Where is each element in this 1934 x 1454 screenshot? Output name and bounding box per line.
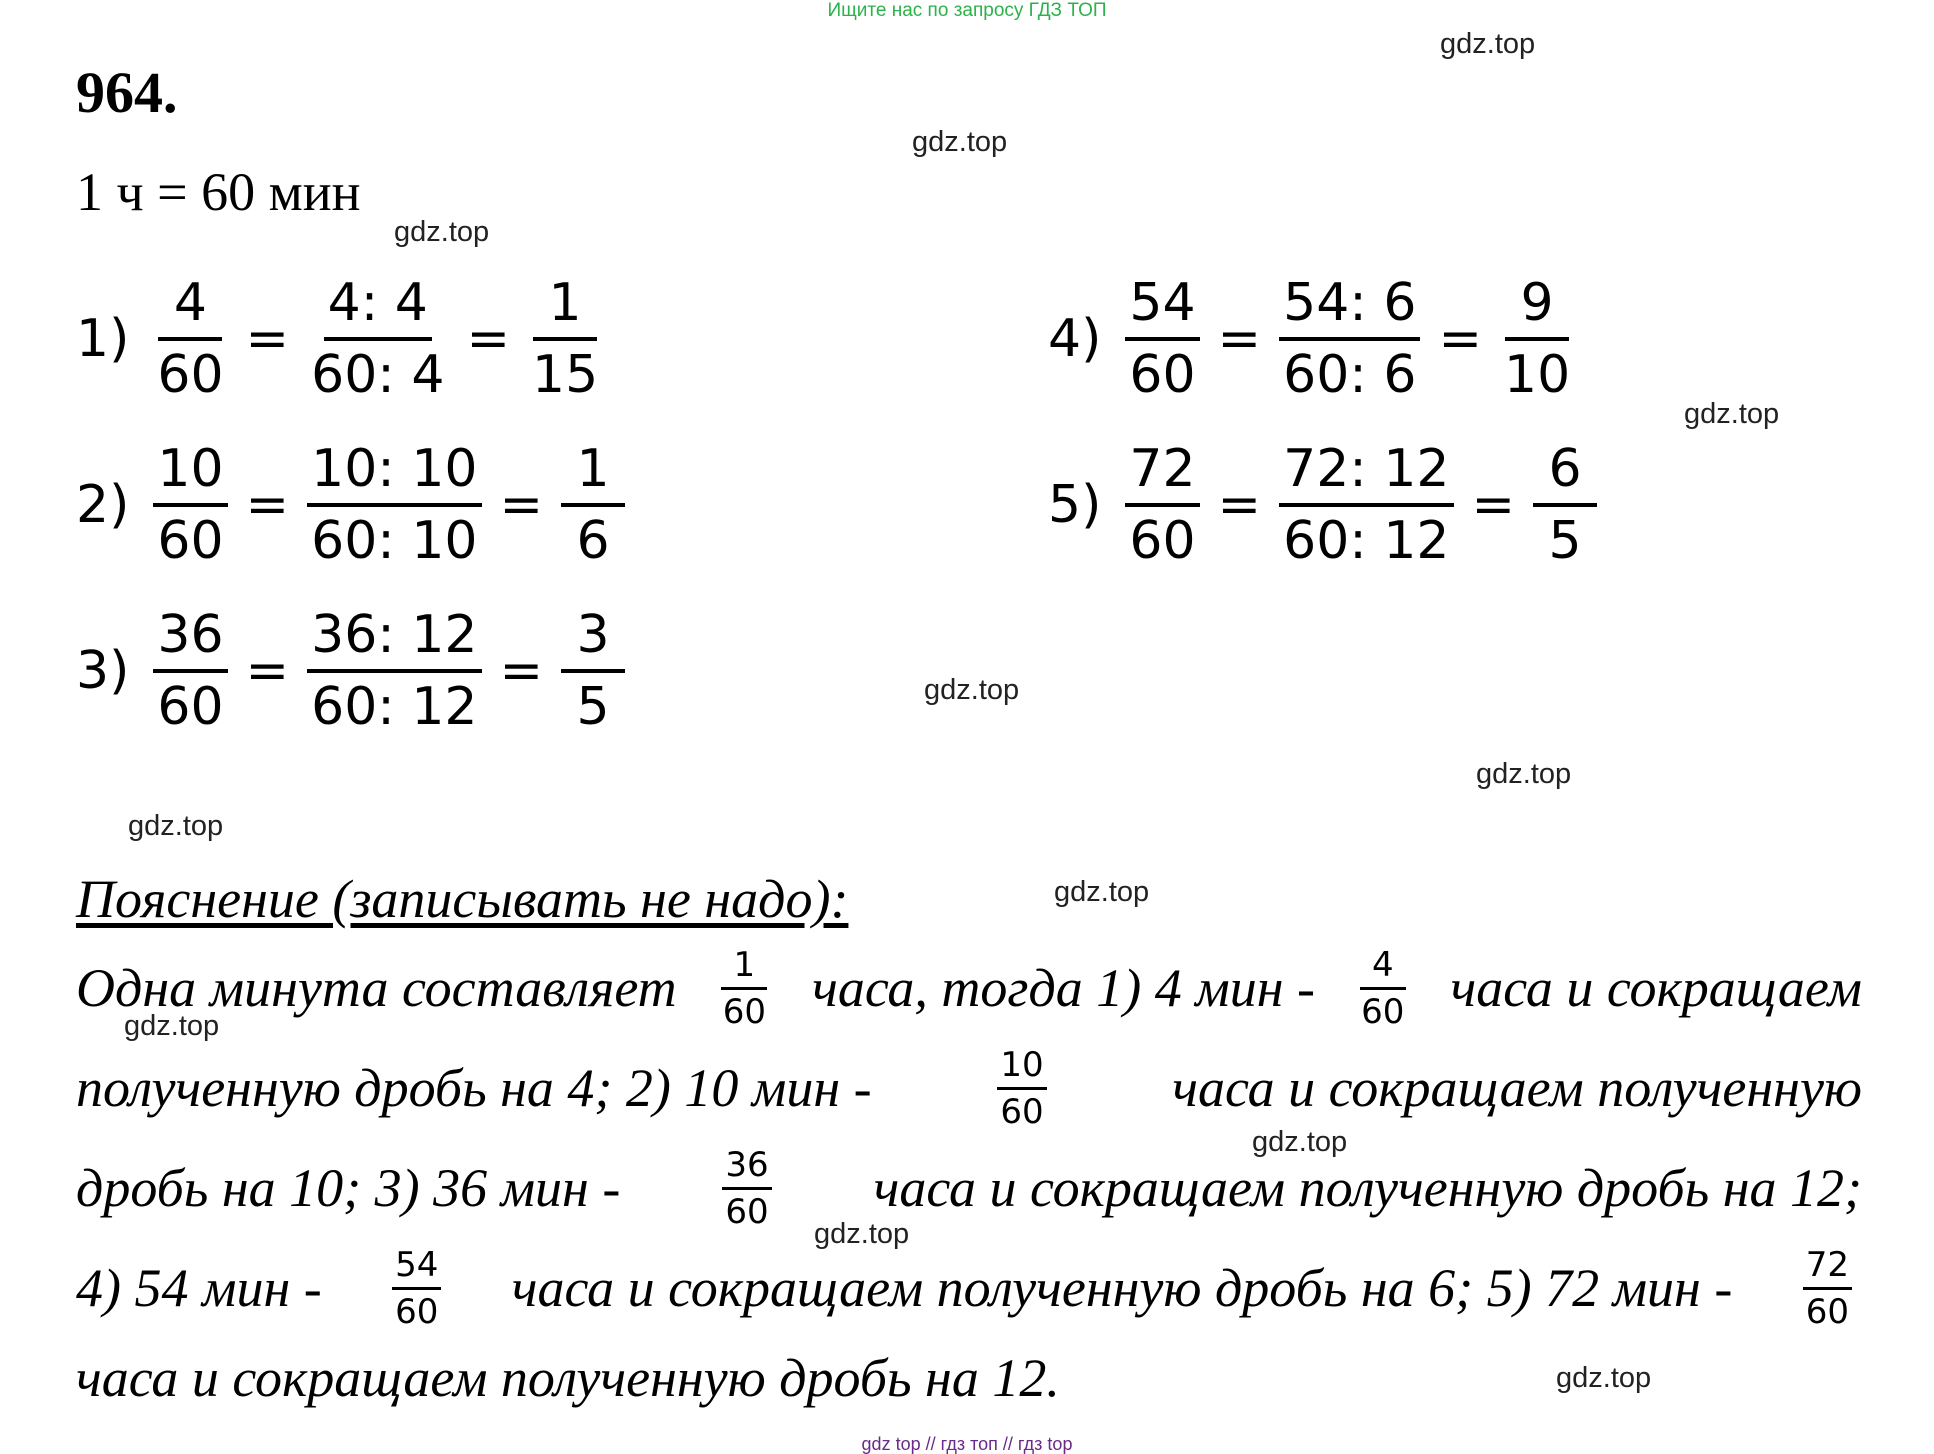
fraction bbox=[307, 439, 481, 571]
numerator: 9 bbox=[1505, 273, 1569, 341]
watermark: gdz.top bbox=[814, 1218, 910, 1250]
solution-label: 4) bbox=[1048, 309, 1102, 369]
watermark: gdz.top bbox=[1440, 28, 1536, 60]
numerator: 72: 12 bbox=[1279, 439, 1453, 507]
denominator: 60 bbox=[157, 345, 224, 405]
denominator: 60 bbox=[725, 1191, 769, 1232]
watermark: gdz.top bbox=[394, 216, 490, 248]
explanation-fragment: часа и сокращаем полученную дробь на 6; 5) 72 мин - bbox=[511, 1258, 1733, 1318]
denominator: 6 bbox=[576, 511, 610, 571]
numerator: 1 bbox=[561, 439, 625, 507]
numerator: 1 bbox=[533, 273, 597, 341]
explanation-line bbox=[76, 1338, 1862, 1418]
solution-row-2 bbox=[76, 420, 625, 590]
explanation-line bbox=[76, 1038, 1862, 1138]
equals-sign: = bbox=[1217, 309, 1262, 369]
explanation-fragment: полученную дробь на 4; 2) 10 мин - bbox=[76, 1058, 872, 1118]
numerator: 10 bbox=[997, 1045, 1046, 1090]
explanation-fragment: 4) 54 мин - bbox=[76, 1258, 322, 1318]
unit-conversion: 1 ч = 60 мин bbox=[76, 162, 361, 222]
explanation-fragment: часа и сокращаем полученную bbox=[1172, 1058, 1862, 1118]
numerator: 10: 10 bbox=[307, 439, 481, 507]
explanation-line bbox=[76, 1238, 1862, 1338]
fraction bbox=[1125, 273, 1199, 405]
numerator: 4 bbox=[1360, 945, 1406, 990]
denominator: 60 bbox=[1129, 511, 1196, 571]
numerator: 54 bbox=[1125, 273, 1199, 341]
fraction bbox=[528, 273, 602, 405]
watermark: gdz.top bbox=[1054, 876, 1150, 908]
watermark: gdz.top bbox=[924, 674, 1020, 706]
explanation-text bbox=[76, 938, 1862, 1418]
denominator: 10 bbox=[1504, 345, 1571, 405]
denominator: 60: 4 bbox=[311, 345, 445, 405]
problem-number: 964. bbox=[76, 60, 178, 125]
solution-label: 2) bbox=[76, 475, 130, 535]
explanation-fragment: часа и сокращаем bbox=[1450, 958, 1862, 1018]
explanation-line bbox=[76, 938, 1862, 1038]
fraction bbox=[561, 605, 625, 737]
explanation-fragment: часа и сокращаем полученную дробь на 12. bbox=[76, 1348, 1060, 1408]
numerator: 3 bbox=[561, 605, 625, 673]
equals-sign: = bbox=[466, 309, 511, 369]
equals-sign: = bbox=[245, 475, 290, 535]
denominator: 5 bbox=[1548, 511, 1582, 571]
watermark: gdz.top bbox=[1684, 398, 1780, 430]
watermark: gdz.top bbox=[124, 1010, 220, 1042]
fraction bbox=[307, 605, 481, 737]
numerator: 72 bbox=[1125, 439, 1199, 507]
fraction bbox=[153, 439, 227, 571]
numerator: 36 bbox=[153, 605, 227, 673]
denominator: 5 bbox=[576, 677, 610, 737]
inline-fraction bbox=[722, 1145, 771, 1232]
fraction bbox=[307, 273, 448, 405]
fraction bbox=[1125, 439, 1199, 571]
inline-fraction bbox=[1803, 1245, 1852, 1332]
solution-row-3 bbox=[76, 586, 625, 756]
solution-label: 1) bbox=[76, 309, 130, 369]
watermark: gdz.top bbox=[1252, 1126, 1348, 1158]
denominator: 60 bbox=[1000, 1091, 1044, 1132]
numerator: 54 bbox=[392, 1245, 441, 1290]
explanation-fragment: часа и сокращаем полученную дробь на 12; bbox=[873, 1158, 1862, 1218]
numerator: 36: 12 bbox=[307, 605, 481, 673]
equals-sign: = bbox=[245, 309, 290, 369]
watermark: gdz.top bbox=[912, 126, 1008, 158]
solution-row-5 bbox=[1048, 420, 1597, 590]
solution-label: 3) bbox=[76, 641, 130, 701]
watermark: gdz.top bbox=[128, 810, 224, 842]
explanation-fragment: Одна минута составляет bbox=[76, 958, 677, 1018]
numerator: 1 bbox=[721, 945, 767, 990]
denominator: 15 bbox=[532, 345, 599, 405]
numerator: 6 bbox=[1533, 439, 1597, 507]
equals-sign: = bbox=[245, 641, 290, 701]
inline-fraction bbox=[997, 1045, 1046, 1132]
fraction bbox=[153, 273, 227, 405]
solution-row-4 bbox=[1048, 254, 1574, 424]
numerator: 4 bbox=[158, 273, 222, 341]
denominator: 60: 12 bbox=[311, 677, 478, 737]
numerator: 10 bbox=[153, 439, 227, 507]
solution-row-1 bbox=[76, 254, 602, 424]
fraction bbox=[1279, 273, 1420, 405]
equals-sign: = bbox=[1438, 309, 1483, 369]
denominator: 60: 10 bbox=[311, 511, 478, 571]
denominator: 60: 12 bbox=[1283, 511, 1450, 571]
explanation-line bbox=[76, 1138, 1862, 1238]
inline-fraction bbox=[720, 945, 769, 1032]
denominator: 60 bbox=[1361, 991, 1405, 1032]
watermark: gdz.top bbox=[1556, 1362, 1652, 1394]
equals-sign: = bbox=[499, 641, 544, 701]
explanation-title: Пояснение (записывать не надо): bbox=[76, 869, 849, 929]
fraction bbox=[1279, 439, 1453, 571]
denominator: 60 bbox=[1129, 345, 1196, 405]
numerator: 4: 4 bbox=[324, 273, 432, 341]
numerator: 72 bbox=[1803, 1245, 1852, 1290]
denominator: 60 bbox=[1805, 1291, 1849, 1332]
denominator: 60 bbox=[157, 677, 224, 737]
equals-sign: = bbox=[499, 475, 544, 535]
denominator: 60: 6 bbox=[1283, 345, 1417, 405]
bottom-banner: gdz top // гдз топ // гдз top bbox=[861, 1434, 1073, 1454]
numerator: 54: 6 bbox=[1279, 273, 1420, 341]
equals-sign: = bbox=[1217, 475, 1262, 535]
numerator: 36 bbox=[722, 1145, 771, 1190]
fraction bbox=[561, 439, 625, 571]
fraction bbox=[1500, 273, 1574, 405]
inline-fraction bbox=[392, 1245, 441, 1332]
fraction bbox=[1533, 439, 1597, 571]
denominator: 60 bbox=[157, 511, 224, 571]
solution-label: 5) bbox=[1048, 475, 1102, 535]
top-banner: Ищите нас по запросу ГДЗ ТОП bbox=[827, 0, 1107, 21]
explanation-fragment: часа, тогда 1) 4 мин - bbox=[812, 958, 1316, 1018]
fraction bbox=[153, 605, 227, 737]
denominator: 60 bbox=[722, 991, 766, 1032]
explanation-fragment: дробь на 10; 3) 36 мин - bbox=[76, 1158, 621, 1218]
denominator: 60 bbox=[395, 1291, 439, 1332]
equals-sign: = bbox=[1471, 475, 1516, 535]
watermark: gdz.top bbox=[1476, 758, 1572, 790]
inline-fraction bbox=[1358, 945, 1407, 1032]
